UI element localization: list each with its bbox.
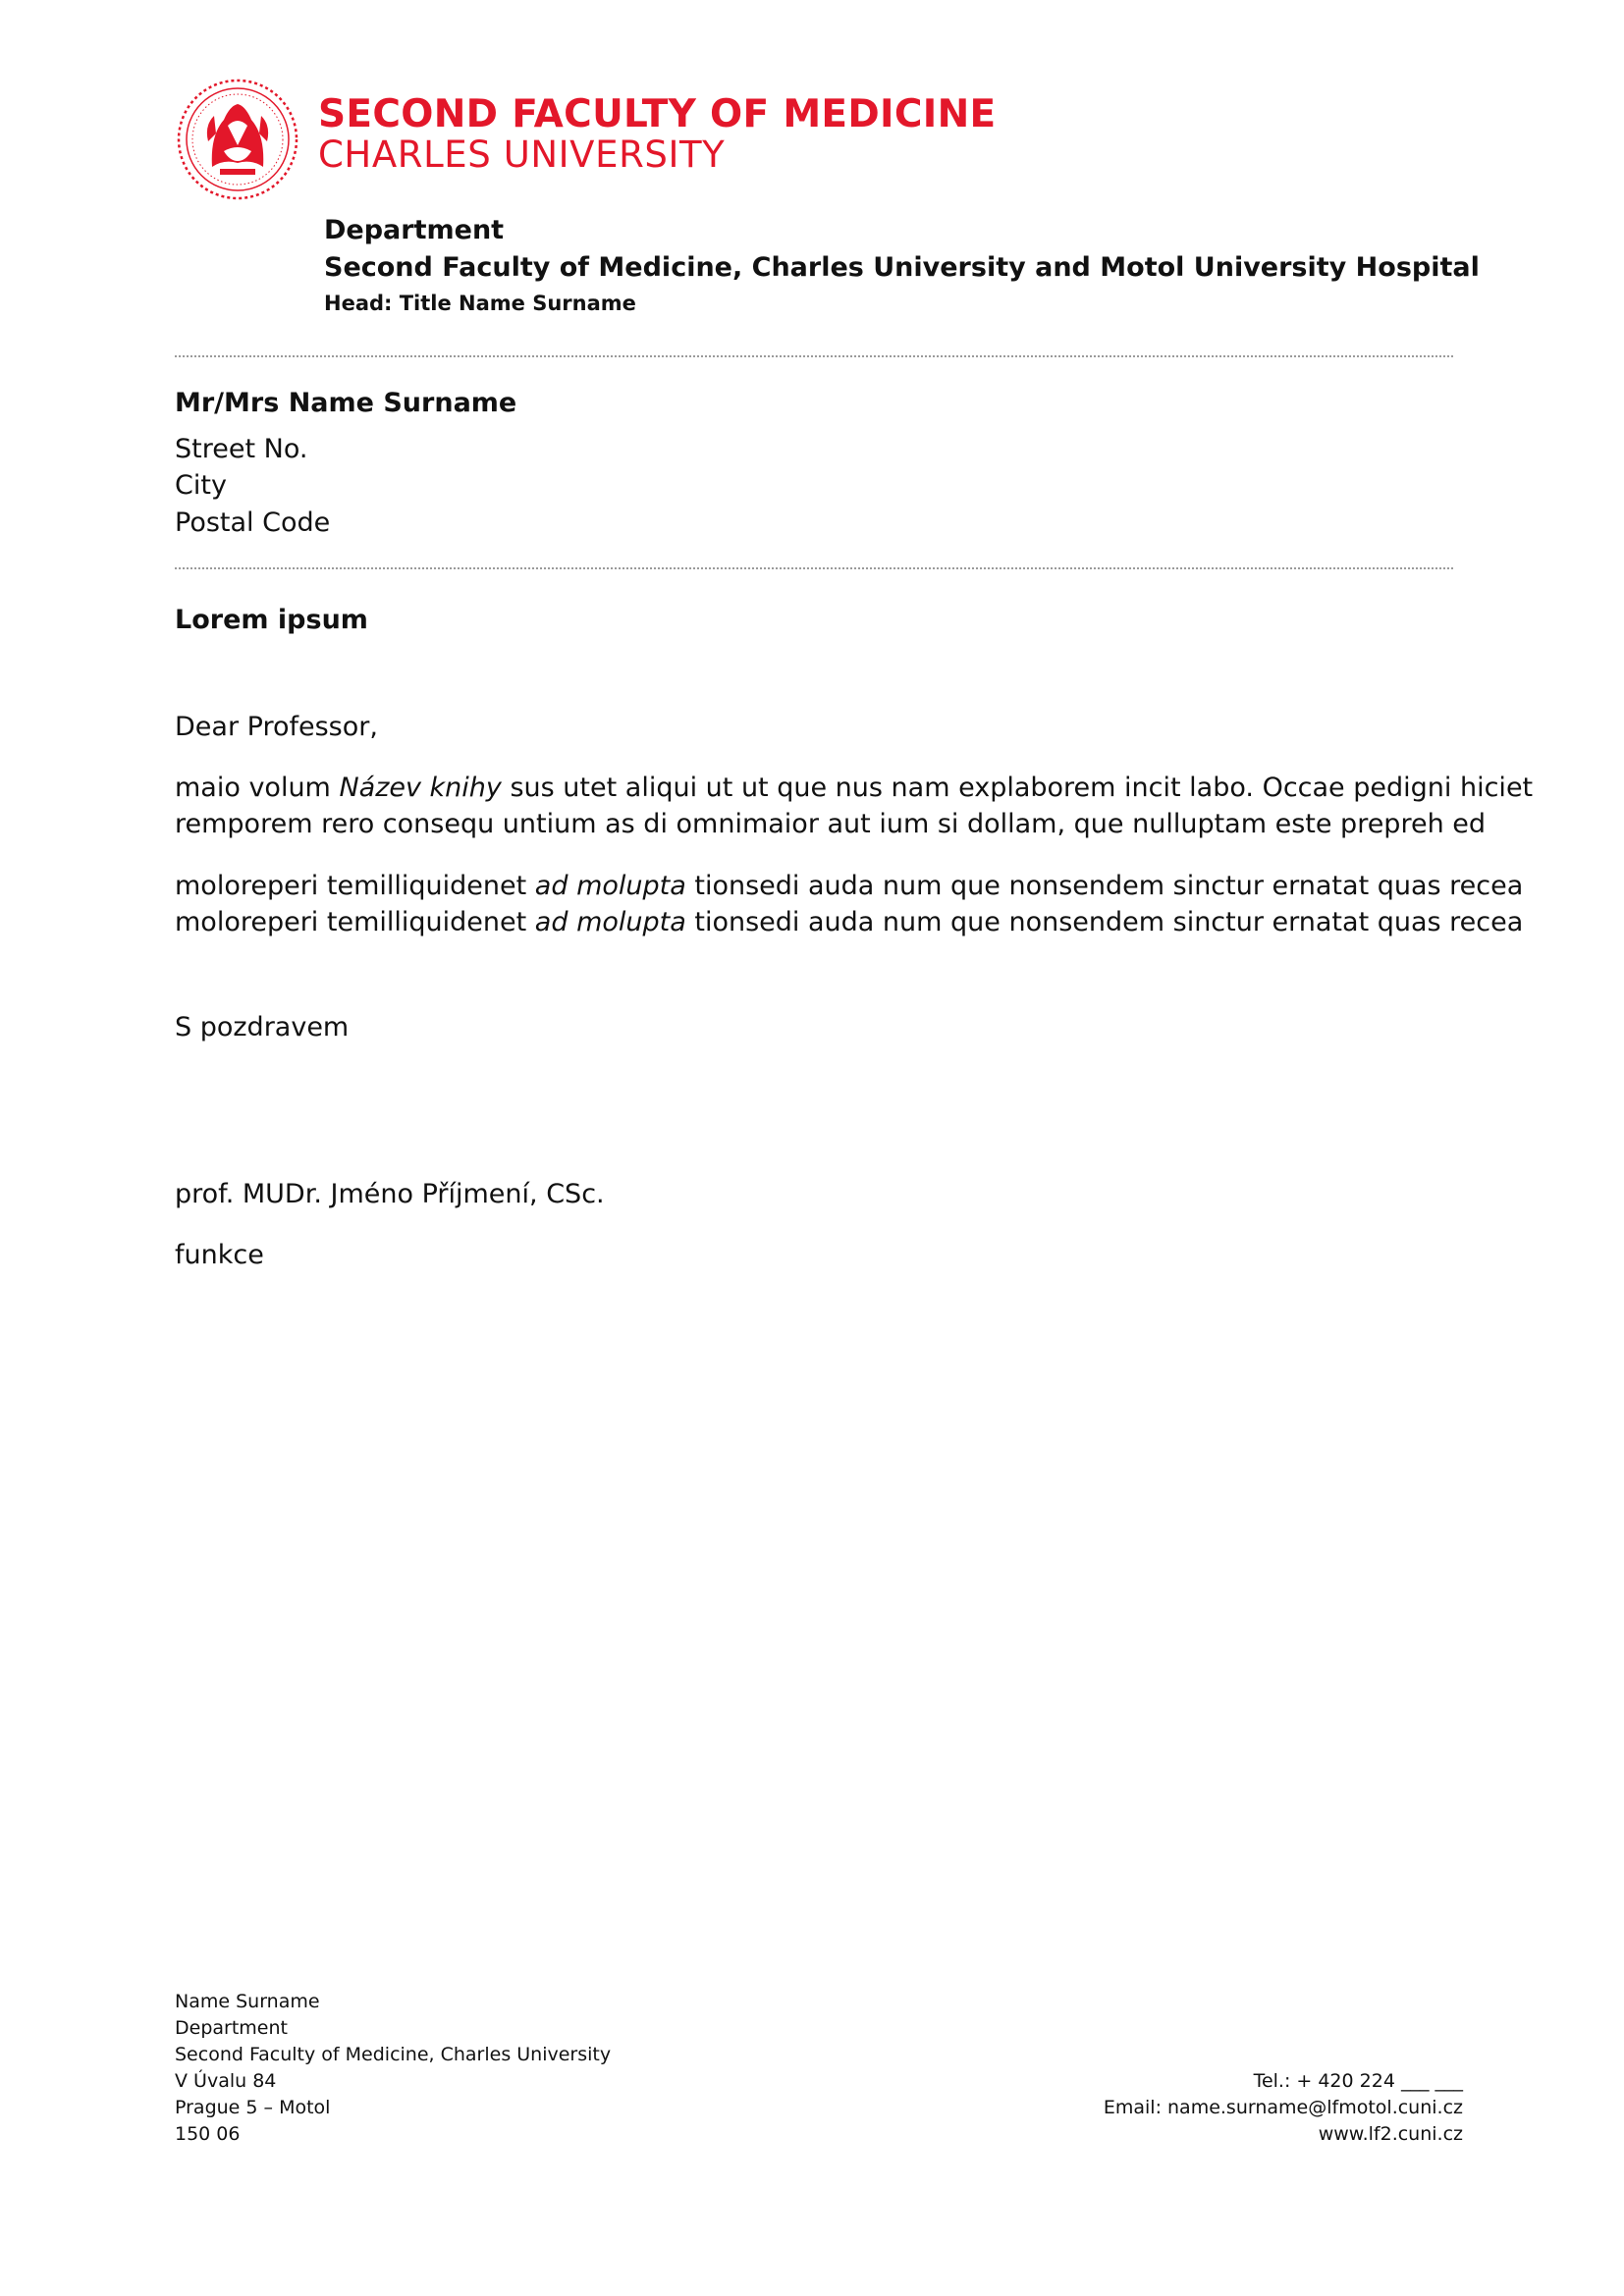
pelican-seal-icon: [175, 77, 300, 202]
footer-department: Department: [175, 2017, 288, 2039]
recipient-name: Mr/Mrs Name Surname: [175, 388, 517, 418]
department-head: Head: Title Name Surname: [324, 292, 636, 315]
paragraph-1: [175, 770, 1533, 842]
footer-sender-address: [175, 1989, 611, 2148]
footer-tel: Tel.: + 420 224 ___ ___: [1253, 2070, 1463, 2092]
salutation: Dear Professor,: [175, 712, 378, 742]
recipient-address: [175, 385, 516, 541]
recipient-city: City: [175, 470, 227, 501]
footer-city: Prague 5 – Motol: [175, 2097, 331, 2118]
department-name: Department: [324, 215, 505, 245]
divider-top: [175, 355, 1453, 357]
recipient-street: Street No.: [175, 433, 308, 464]
brand-line1: SECOND FACULTY OF MEDICINE: [318, 92, 997, 136]
book-title-italic: Název knihy: [339, 773, 502, 803]
footer-web: www.lf2.cuni.cz: [1318, 2123, 1463, 2145]
paragraph-1-line-2: remporem rero consequ untium as di omnimaior aut ium si dollam, que nulluptam este prepreh ed: [175, 809, 1487, 839]
department-organization: Second Faculty of Medicine, Charles University and Motol University Hospital: [324, 252, 1480, 283]
footer-name: Name Surname: [175, 1991, 320, 2012]
paragraph-2-line-1: moloreperi temilliquidenet ad molupta tionsedi auda num que nonsendem sinctur ernatat quas recea: [175, 871, 1524, 901]
footer-contact: [1104, 2068, 1463, 2148]
footer-email: Email: name.surname@lfmotol.cuni.cz: [1103, 2097, 1463, 2118]
signer-role: funkce: [175, 1240, 264, 1270]
brand-line2: CHARLES UNIVERSITY: [318, 133, 726, 176]
paragraph-2: [175, 868, 1523, 940]
footer-street: V Úvalu 84: [175, 2070, 277, 2092]
signer-name: prof. MUDr. Jméno Příjmení, CSc.: [175, 1179, 605, 1209]
footer-postal: 150 06: [175, 2123, 241, 2145]
paragraph-1-line-1: maio volum Název knihy sus utet aliqui ut ut que nus nam explaborem incit labo. Occae pedigni hiciet: [175, 773, 1534, 803]
recipient-postal-code: Postal Code: [175, 507, 331, 538]
letter-subject: Lorem ipsum: [175, 605, 368, 635]
divider-bottom: [175, 567, 1453, 569]
department-block: [324, 212, 1480, 320]
closing: S pozdravem: [175, 1012, 350, 1042]
footer-faculty: Second Faculty of Medicine, Charles University: [175, 2044, 612, 2065]
paragraph-2-line-2: moloreperi temilliquidenet ad molupta tionsedi auda num que nonsendem sinctur ernatat quas recea: [175, 907, 1524, 937]
